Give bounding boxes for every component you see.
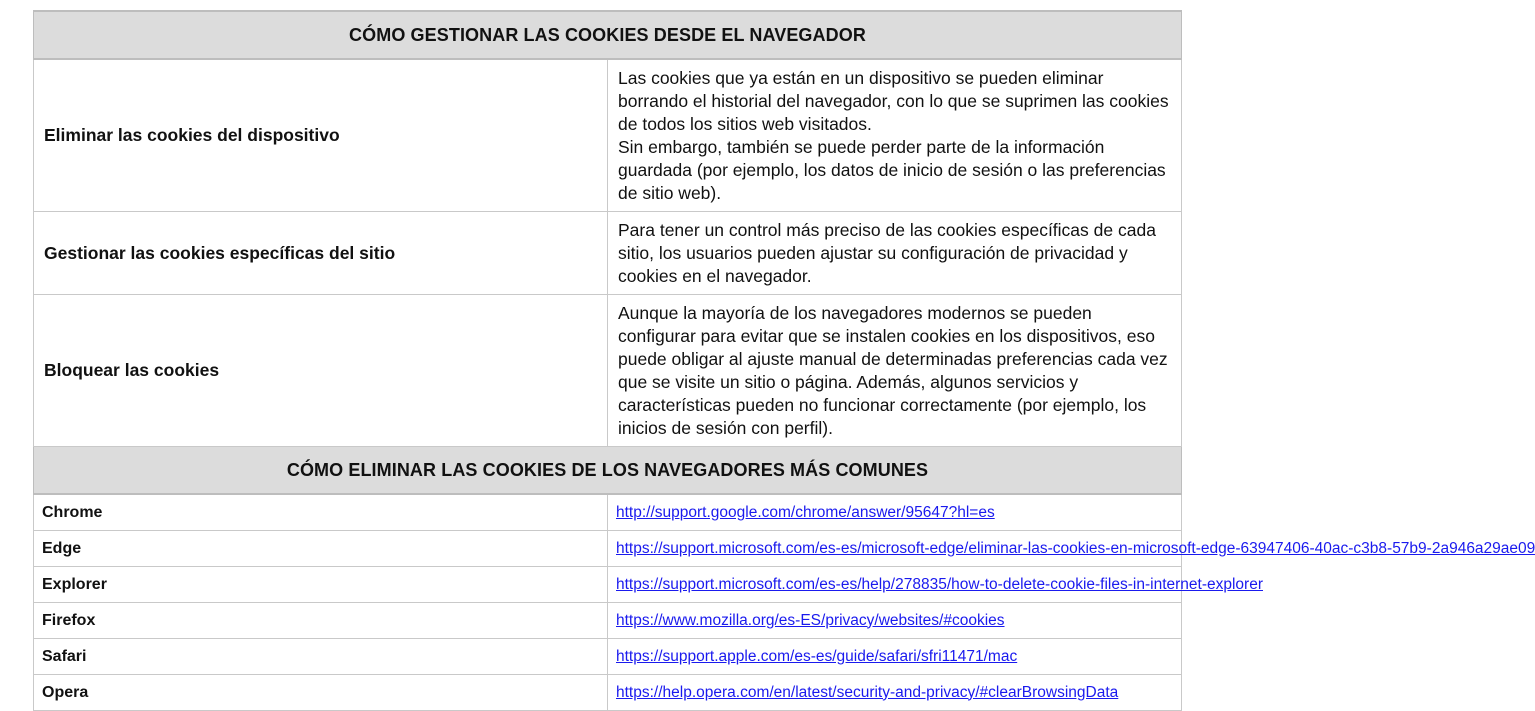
row-desc-delete-cookies <box>608 59 1182 212</box>
browser-cookies-title: CÓMO ELIMINAR LAS COOKIES DE LOS NAVEGADORES MÁS COMUNES <box>34 447 1182 494</box>
table-row <box>34 212 1182 295</box>
browser-link-chrome[interactable]: http://support.google.com/chrome/answer/95647?hl=es <box>616 503 995 521</box>
browser-name-safari: Safari <box>34 639 608 675</box>
browser-name-chrome: Chrome <box>34 494 608 531</box>
desc-paragraph: Aunque la mayoría de los navegadores modernos se pueden configurar para evitar que se instalen cookies en los dispositivos, eso puede obligar al ajuste manual de determinadas preferencias cada vez que se visite un sitio o página. Además, algunos servicios y características pueden no funcionar correctamente (por ejemplo, los inicios de sesión con perfil). <box>618 303 1168 438</box>
browser-link-explorer[interactable]: https://support.microsoft.com/es-es/help/278835/how-to-delete-cookie-files-in-internet-explorer <box>616 575 1263 593</box>
browser-link-opera[interactable]: https://help.opera.com/en/latest/security-and-privacy/#clearBrowsingData <box>616 683 1119 701</box>
table-row <box>34 295 1182 447</box>
browser-name-firefox: Firefox <box>34 603 608 639</box>
table-row <box>34 59 1182 212</box>
manage-cookies-table <box>33 10 1182 447</box>
table-row <box>34 639 1182 675</box>
row-label-delete-cookies: Eliminar las cookies del dispositivo <box>34 59 608 212</box>
browser-link-firefox[interactable]: https://www.mozilla.org/es-ES/privacy/websites/#cookies <box>616 611 1005 629</box>
row-desc-block-cookies <box>608 295 1182 447</box>
cookies-document <box>33 10 1535 711</box>
row-label-block-cookies: Bloquear las cookies <box>34 295 608 447</box>
desc-paragraph: Para tener un control más preciso de las cookies específicas de cada sitio, los usuarios pueden ajustar su configuración de privacidad y cookies en el navegador. <box>618 220 1156 286</box>
browser-link-edge[interactable]: https://support.microsoft.com/es-es/microsoft-edge/eliminar-las-cookies-en-microsoft-edge-63947406-40ac-c3b8-57b9-2a946a29ae09 <box>616 539 1535 557</box>
desc-paragraph: Las cookies que ya están en un dispositivo se pueden eliminar borrando el historial del navegador, con lo que se suprimen las cookies de todos los sitios web visitados. <box>618 68 1169 134</box>
row-label-site-cookies: Gestionar las cookies específicas del sitio <box>34 212 608 295</box>
manage-cookies-title: CÓMO GESTIONAR LAS COOKIES DESDE EL NAVEGADOR <box>34 11 1182 59</box>
table-row <box>34 603 1182 639</box>
row-desc-site-cookies <box>608 212 1182 295</box>
browser-name-opera: Opera <box>34 675 608 711</box>
browser-name-explorer: Explorer <box>34 567 608 603</box>
table-row <box>34 494 1182 531</box>
desc-paragraph: Sin embargo, también se puede perder parte de la información guardada (por ejemplo, los datos de inicio de sesión o las preferencias de sitio web). <box>618 137 1166 203</box>
browser-link-safari[interactable]: https://support.apple.com/es-es/guide/safari/sfri11471/mac <box>616 647 1018 665</box>
browser-name-edge: Edge <box>34 531 608 567</box>
browser-cookies-table <box>33 447 1535 711</box>
table-row <box>34 675 1182 711</box>
table-row <box>34 567 1182 603</box>
table-row <box>34 531 1182 567</box>
